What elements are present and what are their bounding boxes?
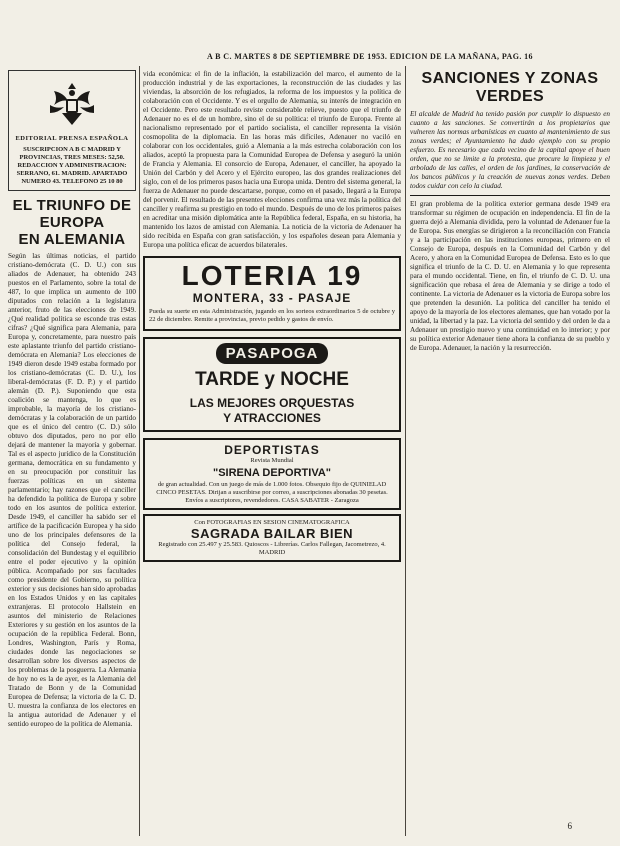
deportistas-intro: Revista Mundial	[250, 457, 294, 464]
pasapoga-line2: LAS MEJORES ORQUESTAS	[189, 396, 355, 410]
column-left	[8, 70, 136, 729]
pasapoga-line1: TARDE y NOCHE	[195, 369, 349, 390]
loteria-note: Pueda su suerte en esta Administración, jugando en los sorteos extraordinarios 5 de octubre y 22 de diciembre. Remite a provincias, previo pedido y gastos de envío.	[149, 308, 395, 323]
pasapoga-line3: Y ATRACCIONES	[223, 411, 321, 425]
sagrada-title: SAGRADA BAILAR BIEN	[190, 526, 354, 541]
pasapoga-name: PASAPOGA	[216, 343, 329, 364]
column-center	[143, 70, 401, 562]
page-header: A B C. MARTES 8 DE SEPTIEMBRE DE 1953. EDICION DE LA MAÑANA, PAG. 16	[207, 52, 533, 61]
column-right	[410, 70, 610, 353]
deportistas-ad	[143, 438, 401, 510]
loteria-title: LOTERIA 19	[181, 260, 363, 291]
deportistas-name: "SIRENA DEPORTIVA"	[213, 467, 331, 479]
pasapoga-ad	[143, 337, 401, 432]
sagrada-ad	[143, 514, 401, 562]
article1-continued: vida económica: el fin de la inflación, la estabilización del marco, el aumento de la producción industrial y de las exportaciones, la reconstrucción de las ciudades y las viviendas, la absorción de los refugiados, la reforma de los impuestos y la política de colaboración con el Occidente. Y es el orgullo de Alemania, su interés de integración en el Occidente. Pero este resultado reviste considerable relieve, puesto que el triunfo de Adenauer no es el de un hombre, sino el de su política: el triunfo de Europa. Frente al nacionalismo representado por el partido socialista, el canciller representa la visión cosmopolita de la diplomacia. En las horas más difíciles, Adenauer no vaciló en colaborar con los occidentales, guió a Alemania a la más estrecha colaboración con los aliados, aceptó la propuesta para la Comunidad Europea de Defensa y aseguró la unión de Francia y Alemania. El consorcio de Europa, Adenauer, el canciller, ha apoyado la Unión del Carbón y del Acero y el Ejército europeo, las dos grandes realizaciones del siglo, con el de los primeros pasos hacia una Europa unida. Dentro del sistema general, la fuerza de Adenauer no puede descartarse, porque, como en el pasado, llegará a la Europa del porvenir. El resultado de las presentes elecciones confirma una vez más la política del canciller y reafirma su prestigio en todo el mundo. Después de uno de los primeros países en acreditar una misión diplomática ante la República federal, España, en su historia, ha mantenido los lazos de amistad con Alemania. La noticia de la victoria de Adenauer ha sido recibida en España con gran satisfacción, y los españoles desean para Alemania y Europa una política eficaz de acuerdos bilaterales.	[143, 70, 401, 249]
article2-title: SANCIONES Y ZONAS VERDES	[421, 70, 599, 105]
article2-body: El gran problema de la política exterior germana desde 1949 era transformar su régimen de ocupación en independencia. El fin de la guerra dejó a Alemania dividida, pero la voluntad de Adenauer fue la de Europa. Sus energías se dirigieron a la reconciliación con Francia y a la participación en las instituciones europeas, primero en el Consejo de Europa, después en la Comunidad del Carbón y del Acero, y ahora en la Comunidad Europea de Defensa. Esto es lo que significa el triunfo de la C. D. U. en Alemania y lo que representa para el mundo occidental. Tiene, en fin, el triunfo de C. D. U. una significación que rebasa el área de Alemania y se dirige a todo el continente. La victoria de Adenauer es la victoria de Europa sobre los que pretenden la desunión. La política del canciller ha tenido el apoyo de la mayoría de los electores alemanes, que han votado por la unidad, la libertad y la paz. La victoria del sentido y del orden le da a Adenauer un prestigio nuevo y una continuidad en lo interior; y por su política exterior Adenauer tiene ahora la confianza de su pueblo y de Europa. Adenauer, la nación y la resurrección.	[410, 200, 610, 352]
sagrada-text: Registrado con 25.497 y 25.583. Quioscos - Librerías. Carlos Fallegan, Jacometrezo, 4. MADRID	[158, 541, 386, 556]
subscription-title: EDITORIAL PRENSA ESPAÑOLA	[15, 135, 129, 142]
column-rule	[139, 66, 140, 836]
article1-body: Según las últimas noticias, el partido cristiano-demócrata (C. D. U.) con sus aliados de Adenauer, ha obtenido 243 puestos en el Parlamento, sobre la total de 487, lo que implica un aumento de 100 diputados con relación a la legislatura anterior, fruto de las elecciones de 1949. ¿Qué realidad política se esconde tras estas cifras? ¿Qué significa para Alemania, para Europa y, concretamente, para nuestro país este aplastante triunfo del partido cristiano-demócrata en Alemania? Los elecciones de 1949 dieron desde 1949 estaba formado por los cristiano-demócratas (C. D. U.), los liberal-demócratas (F. D. P.) y el partido alemán (D. P.). Suponiendo que esta coalición se mantenga, lo que es improbable, la mayoría de los cristiano-demócratas y la colaboración de un partido que es el único del centro (C. D.) sólo obtuvo dos diputados, pero no por ello dejará de mantener la mayoría y gobernar. Tal es el aspecto jurídico de la Constitución germana, democrática en su fundamento y en su preocupación por constituir las fuerzas políticas en un sistema parlamentario; hay razones que el canciller ha defendido la política de Europa y sobre todo en los asuntos de política exterior. Desde 1949, el canciller ha sabido ser el artífice de la pacificación Europea y ha sido uno de los principales defensores de la política del Consejo federal, la consolidación del Bundestag y el equilibrio entre el poder ejecutivo y la opinión pública. Acompañado por sus facultades como presidente del Gobierno, su política exterior y sus decisiones han sido aprobadas en los Estados Unidos y en las capitales extranjeras. El protocolo Hallstein en asuntos del ministerio de Relaciones Exteriores y su gestión en los asuntos de la ocupación de la república Federal. Bonn, Londres, Washington, París y Roma, ciudades donde las negociaciones se desarrollan sobre los diversos aspectos de los problemas de la posguerra. La Alemania de hoy no es la de ayer, es la Alemania del Tratado de Bonn y de la Comunidad Europea de Defensa; la victoria de la C. D. U. muestra la confianza de los electores en la antigua autoridad de Adenauer y el sentido europeo de la política de Alemania.	[8, 252, 136, 728]
article2-intro: El alcalde de Madrid ha tenido pasión por cumplir lo dispuesto en cuanto a las sanciones. Se convertirán a los propietarios que vulneren las normas urbanísticas en cuanto al mantenimiento de sus zonas verdes; el Ayuntamiento ha dado ejemplo con su propio esfuerzo. Es necesario que cada vecino de la capital apoye el buen orden, que no se limite a la protesta, que procure la limpieza y el arbolado de las calles, el orden de los jardines, la conservación de los bancos públicos y la creación de nuevas zonas verdes. Deben todos cuidar con celo la ciudad.	[410, 110, 610, 190]
divider	[410, 195, 610, 196]
loteria-address: MONTERA, 33 - PASAJE	[192, 291, 352, 305]
page-number: 6	[567, 821, 572, 831]
subscription-text: SUSCRIPCION A B C MADRID Y PROVINCIAS, TRES MESES: 52,50. REDACCION Y ADMINISTRACION: SERRANO, 61. MADRID. APARTADO NUMERO 43. TELEFONO 25 10 80	[16, 146, 128, 185]
column-rule	[405, 66, 406, 836]
subscription-box	[8, 70, 136, 191]
loteria-ad	[143, 256, 401, 331]
deportistas-title: DEPORTISTAS	[224, 443, 320, 457]
article1-title: EL TRIUNFO DE EUROPA EN ALEMANIA	[12, 197, 132, 248]
coat-of-arms-icon	[42, 79, 102, 131]
deportistas-text: de gran actualidad. Con un juego de más de 1.000 fotos. Obsequio fijo de QUINIELAD CINCO PESETAS. Dirijan a suscribirse por correo, a suscripciones abonadas 30 pesetas. Envíos a suscriptores, revendedores. CASA SABATER - Zaragoza	[156, 481, 388, 504]
sagrada-top: Con FOTOGRAFIAS EN SESION CINEMATOGRAFICA	[194, 519, 350, 526]
